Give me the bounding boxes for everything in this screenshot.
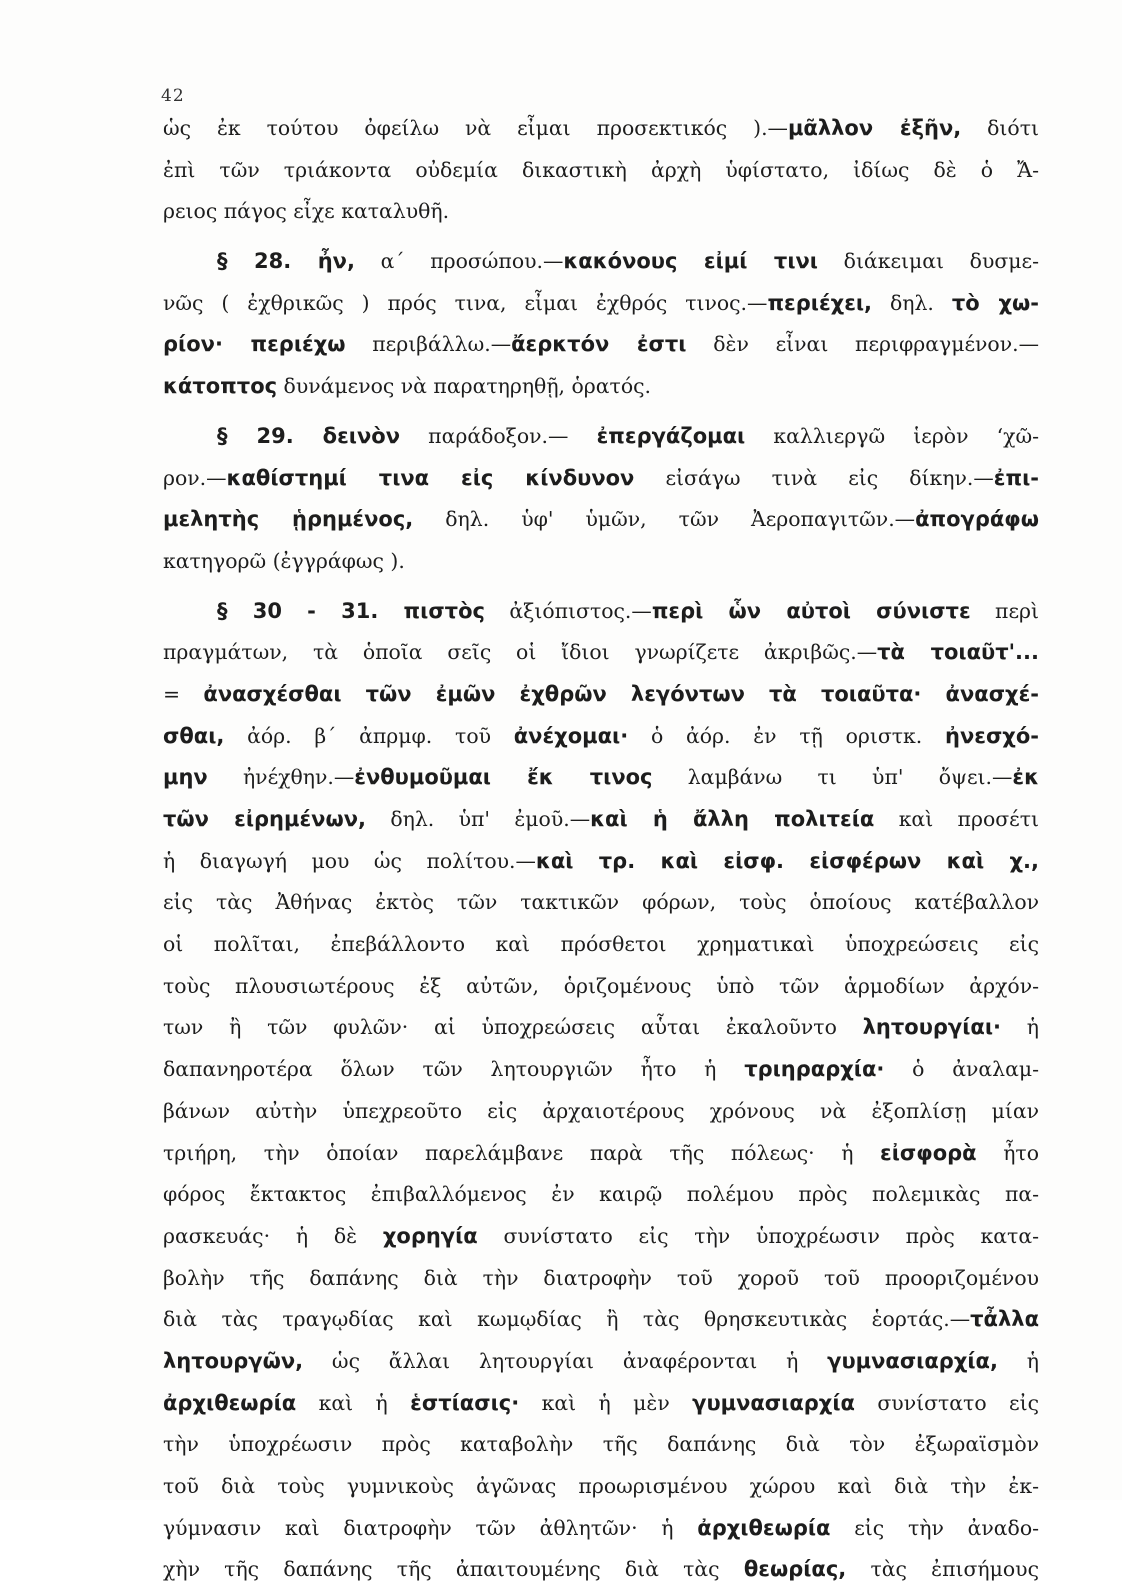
text-line <box>163 458 1039 500</box>
bold-term: τὸ χω- <box>951 290 1039 315</box>
text-run: εἰσάγω τινὰ εἰς δίκην.— <box>634 465 994 490</box>
text-line <box>163 1091 1039 1133</box>
text-run: ἡ <box>997 1348 1039 1373</box>
text-run: βάνων αὐτὴν ὑπεχρεοῦτο εἰς ἀρχαιοτέρους χρόνους νὰ ἐξοπλίσῃ μίαν <box>163 1098 1039 1123</box>
bold-term: ἀνασχέσθαι τῶν ἐμῶν ἐχθρῶν λεγόντων τὰ τοιαῦτα· ἀνασχέ- <box>203 681 1039 706</box>
text-run: συνίστατο εἰς τὴν ὑποχρέωσιν πρὸς κατα- <box>477 1223 1039 1248</box>
text-run: ρασκευάς· ἡ δὲ <box>163 1223 383 1248</box>
bold-term: ρίον· περιέχω <box>163 332 346 357</box>
bold-term: μελητὴς ᾑρημένος, <box>163 507 414 532</box>
text-run: ὁ ἀναλαμ- <box>884 1057 1039 1082</box>
text-run: α΄ προσώπου.— <box>354 249 564 274</box>
bold-term: ἀπογράφω <box>915 507 1039 532</box>
bold-term: κακόνους εἰμί τινι <box>563 249 818 274</box>
text-line <box>163 591 1039 633</box>
text-line <box>163 1466 1039 1508</box>
bold-term: τῶν εἰρημένων, <box>163 807 366 831</box>
bold-term: ἑστίασις· <box>410 1390 520 1415</box>
bold-term: ἀρχιθεωρία <box>697 1515 831 1540</box>
text-run: νῶς ( ἐχθρικῶς ) πρός τινα, εἶμαι ἐχθρός τινος.— <box>163 290 768 315</box>
text-run: γύμνασιν καὶ διατροφὴν τῶν ἀθλητῶν· ἡ <box>163 1515 698 1540</box>
text-run: τὴν ὑποχρέωσιν πρὸς καταβολὴν τῆς δαπάνης διὰ τὸν ἐξωραϊσμὸν <box>163 1432 1039 1457</box>
text-run: ἠνέχθην.— <box>207 765 355 790</box>
text-line <box>163 799 1039 841</box>
text-run: = <box>163 681 204 706</box>
text-run: καὶ ἡ <box>296 1390 411 1415</box>
text-run: συνίστατο εἰς <box>854 1390 1039 1415</box>
text-run: ἐπὶ τῶν τριάκοντα οὐδεμία δικαστικὴ ἀρχὴ ὑφίστατο, ἰδίως δὲ ὁ Ἄ- <box>163 157 1039 182</box>
text-run: ρον.— <box>163 465 227 490</box>
text-run: τὰς ἐπισήμους <box>846 1557 1039 1582</box>
bold-term: § 28. <box>217 249 318 274</box>
bold-term: μην <box>163 765 208 790</box>
text-line <box>163 674 1039 716</box>
text-line <box>163 1049 1039 1091</box>
text-run: ἦτο <box>976 1140 1039 1165</box>
text-run: οἱ πολῖται, ἐπεβάλλοντο καὶ πρόσθετοι χρηματικαὶ ὑποχρεώσεις εἰς <box>163 932 1039 957</box>
text-run: περιβάλλω.— <box>345 332 512 357</box>
text-run: διότι <box>961 116 1039 140</box>
bold-term: § 30 - 31. <box>217 598 404 623</box>
page-number: 42 <box>161 86 185 106</box>
text-run: περὶ <box>970 598 1039 623</box>
text-run: ὡς ἄλλαι λητουργίαι ἀναφέρονται ἡ <box>303 1348 828 1373</box>
text-line <box>163 1216 1039 1258</box>
text-line <box>163 416 1039 458</box>
text-line <box>163 1174 1039 1216</box>
text-line <box>163 108 1039 150</box>
bold-term: καθίστημί τινα εἰς κίνδυνον <box>226 465 635 490</box>
text-run: λαμβάνω τι ὑπ' ὄψει.— <box>652 765 1013 790</box>
text-run: βολὴν τῆς δαπάνης διὰ τὴν διατροφὴν τοῦ χοροῦ τοῦ προοριζομένου <box>163 1265 1039 1290</box>
bold-term: περὶ ὧν αὐτοὶ σύνιστε <box>651 598 971 623</box>
bold-term: καὶ τρ. καὶ εἰσφ. εἰσφέρων καὶ χ., <box>535 848 1039 873</box>
text-run: ἀξιόπιστος.— <box>484 598 652 623</box>
text-run: δηλ. ὑπ' ἐμοῦ.— <box>365 807 591 831</box>
bold-term: § 29. <box>217 423 323 448</box>
text-line <box>163 924 1039 966</box>
text-run: εἰς τὰς Ἀθήνας ἐκτὸς τῶν τακτικῶν φόρων, τοὺς ὁποίους κατέβαλλον <box>163 890 1039 915</box>
bold-term: μᾶλλον ἐξῆν, <box>787 116 962 140</box>
text-line <box>163 1341 1039 1383</box>
text-line <box>163 499 1039 541</box>
text-run: καὶ προσέτι <box>874 807 1039 831</box>
commentary-text <box>163 108 1039 1591</box>
bold-term: σθαι, <box>163 723 225 748</box>
text-run: πραγμάτων, τὰ ὁποῖα σεῖς οἱ ἴδιοι γνωρίζετε ἀκριβῶς.— <box>163 640 878 665</box>
text-run: καὶ ἡ μὲν <box>519 1390 693 1415</box>
bold-term: τὰ τοιαῦτ'... <box>877 640 1039 665</box>
bold-term: τἆλλα <box>970 1307 1039 1332</box>
bold-term: ἐπι- <box>993 465 1039 490</box>
bold-term: ἐνθυμοῦμαι ἔκ τινος <box>354 765 653 790</box>
bold-term: κάτοπτος <box>163 374 278 399</box>
text-run: τριήρη, τὴν ὁποίαν παρελάμβανε παρὰ τῆς πόλεως· ἡ <box>163 1140 881 1165</box>
text-run: ἀόρ. β΄ ἀπρμφ. τοῦ <box>224 723 514 748</box>
bold-term: ἦν, <box>317 249 355 274</box>
text-run: ὁ ἀόρ. ἐν τῇ οριστκ. <box>628 723 945 748</box>
text-run: δηλ. ὑφ' ὑμῶν, τῶν Ἀεροπαγιτῶν.— <box>413 507 916 532</box>
text-line <box>163 882 1039 924</box>
bold-term: ἐπεργάζομαι <box>596 423 746 448</box>
text-line <box>163 1508 1039 1550</box>
text-line <box>163 150 1039 192</box>
text-run: ἡ <box>1001 1015 1039 1040</box>
text-line <box>163 757 1039 799</box>
text-run: δηλ. <box>872 290 952 315</box>
text-line <box>163 1258 1039 1300</box>
text-run: διάκειμαι δυσμε- <box>818 249 1039 274</box>
text-run: κατηγορῶ (ἐγγράφως ). <box>163 548 405 573</box>
text-run: καλλιεργῶ ἱερὸν ‘χῶ- <box>745 423 1039 448</box>
text-line <box>163 366 1039 408</box>
bold-term: δεινὸν <box>322 423 401 448</box>
text-line <box>163 283 1039 325</box>
bold-term: εἰσφορὰ <box>880 1140 977 1165</box>
text-line <box>163 241 1039 283</box>
text-line <box>163 1424 1039 1466</box>
text-run: δὲν εἶναι περιφραγμένον.— <box>686 332 1039 357</box>
text-run: ἡ διαγωγή μου ὡς πολίτου.— <box>163 848 536 873</box>
text-line <box>163 966 1039 1008</box>
bold-term: ἀνέχομαι· <box>513 723 629 748</box>
text-run: των ἢ τῶν φυλῶν· αἱ ὑποχρεώσεις αὗται ἐκαλοῦντο <box>163 1015 863 1040</box>
bold-term: θεωρίας, <box>743 1557 847 1582</box>
bold-term: γυμνασιαρχία <box>692 1390 855 1415</box>
bold-term: γυμνασιαρχία, <box>827 1348 998 1373</box>
text-line <box>163 1549 1039 1591</box>
bold-term: ἄερκτόν ἐστι <box>511 332 687 357</box>
bold-term: καὶ ἡ ἄλλη πολιτεία <box>590 807 875 831</box>
text-run: τοὺς πλουσιωτέρους ἐξ αὐτῶν, ὁριζομένους ὑπὸ τῶν ἁρμοδίων ἀρχόν- <box>163 973 1039 998</box>
bold-term: πιστὸς <box>403 598 485 623</box>
text-line <box>163 1383 1039 1425</box>
text-run: δυνάμενος νὰ παρατηρηθῇ, ὁρατός. <box>277 374 652 399</box>
text-run: εἰς τὴν ἀναδο- <box>830 1515 1039 1540</box>
text-run: διὰ τὰς τραγῳδίας καὶ κωμῳδίας ἢ τὰς θρησκευτικὰς ἑορτάς.— <box>163 1307 971 1332</box>
bold-term: ἠνεσχό- <box>945 723 1039 748</box>
text-run: ρειος πάγος εἶχε καταλυθῆ. <box>163 199 450 224</box>
text-line <box>163 541 1039 583</box>
bold-term: περιέχει, <box>767 290 873 315</box>
text-run: ὡς ἐκ τούτου ὀφείλω νὰ εἶμαι προσεκτικός ).— <box>163 116 788 140</box>
text-line <box>163 632 1039 674</box>
bold-term: χορηγία <box>382 1223 478 1248</box>
bold-term: λητουργῶν, <box>163 1348 304 1373</box>
text-run: χὴν τῆς δαπάνης τῆς ἀπαιτουμένης διὰ τὰς <box>163 1557 744 1582</box>
text-run: τοῦ διὰ τοὺς γυμνικοὺς ἀγῶνας προωρισμένου χώρου καὶ διὰ τὴν ἐκ- <box>163 1474 1039 1498</box>
text-line <box>163 1133 1039 1175</box>
text-run: δαπανηροτέρα ὅλων τῶν λητουργιῶν ἦτο ἡ <box>163 1057 745 1082</box>
text-line <box>163 841 1039 883</box>
text-line <box>163 1299 1039 1341</box>
text-run: παράδοξον.— <box>400 423 597 448</box>
text-line <box>163 191 1039 233</box>
bold-term: λητουργίαι· <box>862 1015 1001 1040</box>
text-run: φόρος ἔκτακτος ἐπιβαλλόμενος ἐν καιρῷ πολέμου πρὸς πολεμικὰς πα- <box>163 1182 1039 1207</box>
bold-term: τριηραρχία· <box>744 1057 885 1082</box>
bold-term: ἐκ <box>1012 765 1039 790</box>
text-line <box>163 716 1039 758</box>
text-line <box>163 1007 1039 1049</box>
bold-term: ἀρχιθεωρία <box>163 1390 297 1415</box>
text-line <box>163 324 1039 366</box>
